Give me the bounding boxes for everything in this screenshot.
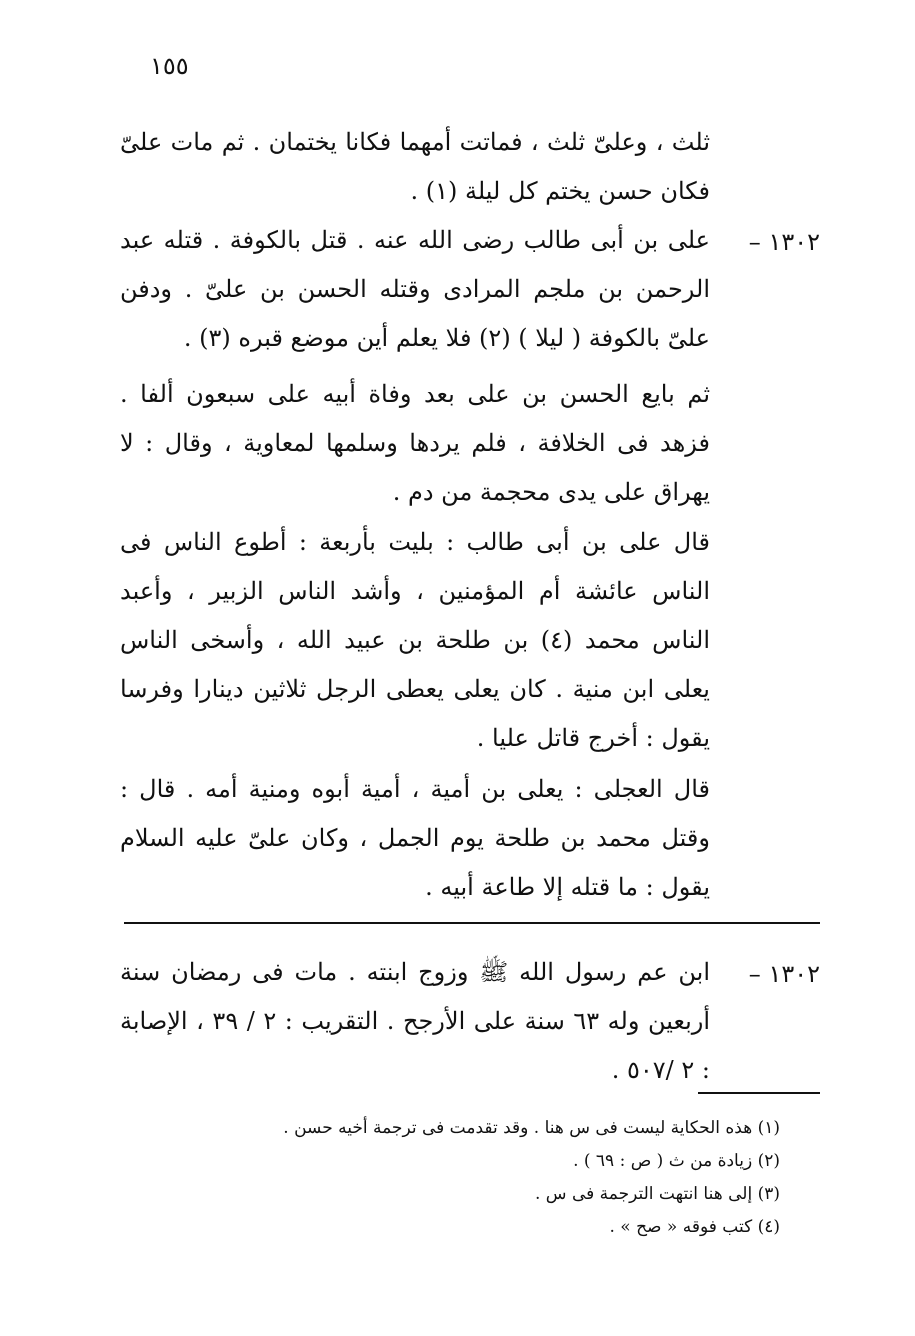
paragraph-text: ثم بايع الحسن بن على بعد وفاة أبيه على سبعون ألفا . فزهد فى الخلافة ، فلم يردها وسلمها لمعاوية ، وقال : لا يهراق على يدى محجمة من دم . [120,380,710,506]
entry-number: ١٣٠٢ – [748,228,820,256]
footnotes [180,1112,780,1244]
annotation-text: ابن عم رسول الله ﷺ وزوج ابنته . مات فى رمضان سنة أربعين وله ٦٣ سنة على الأرجح . التقريب : ٢ / ٣٩ ، الإصابة : ٢ /٥٠٧ . [120,958,711,1084]
paragraph-text: قال على بن أبى طالب : بليت بأربعة : أطوع الناس فى الناس عائشة أم المؤمنين ، وأشد الناس الزبير ، وأعبد الناس محمد (٤) بن طلحة بن عبيد الله ، وأسخى الناس يعلى ابن منية . كان يعلى يعطى الرجل ثلاثين دينارا وفرسا يقول : أخرج قاتل عليا . [120,528,710,752]
paragraph-hasan-pledge [120,370,710,517]
entry-text: على بن أبى طالب رضى الله عنه . قتل بالكوفة . قتله عبد الرحمن بن ملجم المرادى وقتله الحسن بن علىّ . ودفن علىّ بالكوفة ( ليلا ) (٢) فلا يعلم أين موضع قبره (٣) . [120,226,710,352]
continuation-text: ثلث ، وعلىّ ثلث ، فماتت أمهما فكانا يختمان . ثم مات علىّ فكان حسن يختم كل ليلة (١) . [120,128,710,205]
paragraph-four-people [120,518,710,763]
continuation-paragraph [120,118,710,216]
footnote-2: (٢) زيادة من ث ( ص : ٦٩ ) . [573,1151,780,1171]
annotation-paragraph [120,948,710,1095]
annotation-number: ١٣٠٢ – [748,960,820,988]
page-number: ١٥٥ [150,52,189,80]
paragraph-ijli [120,765,710,912]
section-divider [124,922,820,924]
paragraph-text: قال العجلى : يعلى بن أمية ، أمية أبوه ومنية أمه . قال : وقتل محمد بن طلحة يوم الجمل ، وكان علىّ عليه السلام يقول : ما قتله إلا طاعة أبيه . [120,775,710,901]
footnote-3: (٣) إلى هنا انتهت الترجمة فى س . [534,1184,780,1204]
footnote-4: (٤) كتب فوقه « صح » . [609,1217,780,1237]
entry-paragraph [120,216,710,363]
footnote-divider [698,1092,820,1094]
footnote-1: (١) هذه الحكاية ليست فى س هنا . وقد تقدمت فى ترجمة أخيه حسن . [283,1118,780,1138]
